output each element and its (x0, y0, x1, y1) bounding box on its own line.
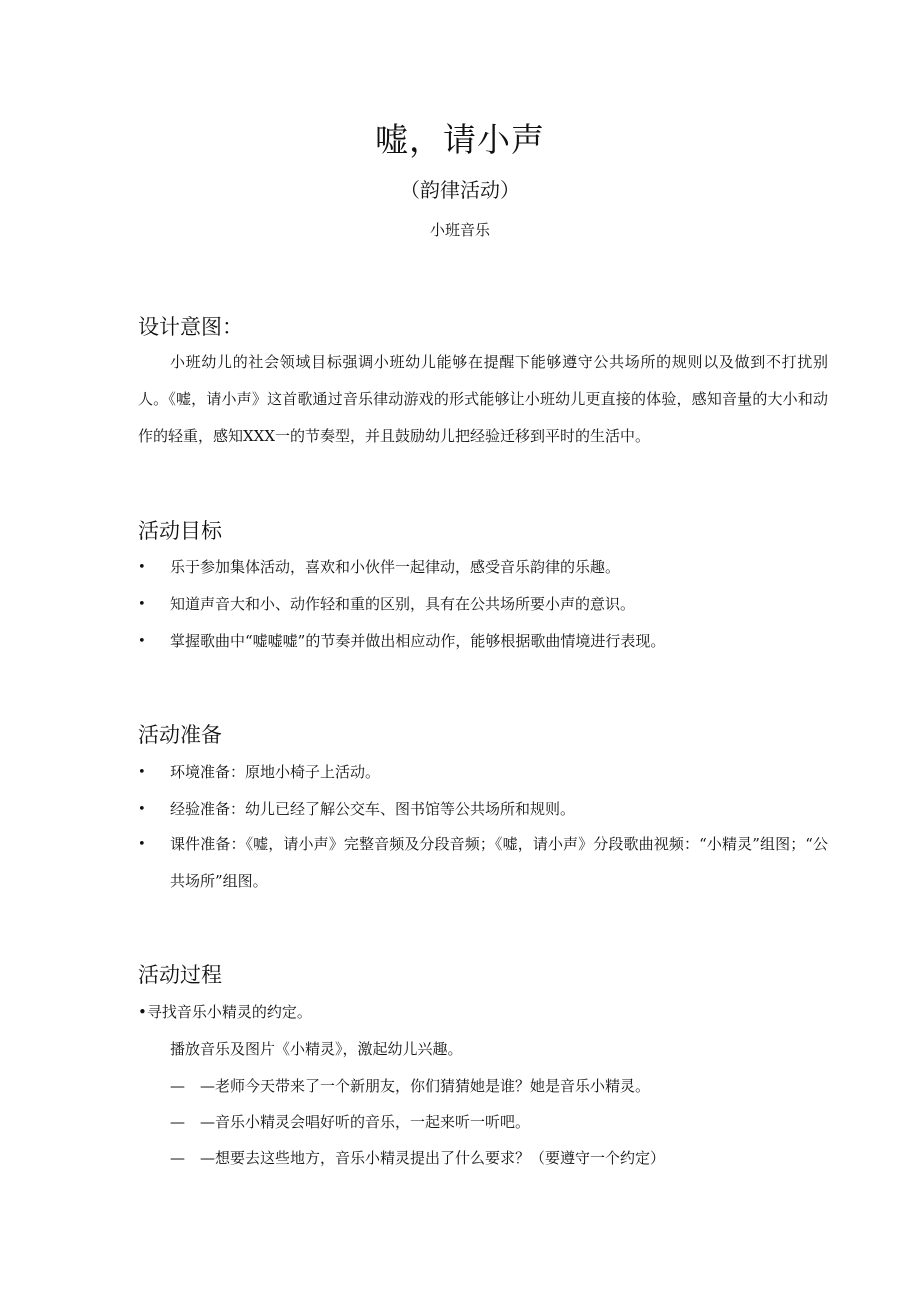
activity-prep-heading: 活动准备 (138, 723, 222, 747)
document-title: 嘘，请小声 (375, 120, 545, 159)
activity-process-heading: 活动过程 (138, 963, 222, 987)
bullet-icon: • (138, 802, 146, 817)
goal-item-text: 知道声音大和小、动作轻和重的区别，具有在公共场所要小声的意识。 (170, 595, 636, 613)
activity-goals-heading: 活动目标 (138, 519, 222, 543)
bullet-icon: • (138, 597, 146, 612)
dash-marker: — (170, 1077, 185, 1095)
document-subtitle: （韵律活动） (400, 178, 520, 202)
prep-item-text: 课件准备：《嘘，请小声》完整音频及分段音频；《嘘，请小声》分段歌曲视频：“小精灵”组图；“公共场所”组图。 (170, 835, 828, 890)
prep-item-text: 环境准备：原地小椅子上活动。 (170, 763, 381, 781)
process-dialogue-line: —音乐小精灵会唱好听的音乐，一起来听一听吧。 (200, 1113, 531, 1131)
document-category: 小班音乐 (429, 221, 490, 239)
bullet-icon: • (138, 560, 146, 575)
prep-item-text: 经验准备：幼儿已经了解公交车、图书馆等公共场所和规则。 (170, 800, 576, 818)
dash-marker: — (170, 1113, 185, 1131)
bullet-icon: • (138, 765, 146, 780)
design-intent-text: 小班幼儿的社会领域目标强调小班幼儿能够在提醒下能够遵守公共场所的规则以及做到不打扰别人。《嘘，请小声》这首歌通过音乐律动游戏的形式能够让小班幼儿更直接的体验，感知音量的大小和动作的轻重，感知XXX一的节奏型，并且鼓励幼儿把经验迁移到平时的生活中。 (138, 353, 828, 445)
goal-item-text: 掌握歌曲中“嘘嘘嘘”的节奏并做出相应动作，能够根据歌曲情境进行表现。 (170, 632, 666, 650)
process-dialogue-line: —想要去这些地方，音乐小精灵提出了什么要求？（要遵守一个约定） (200, 1149, 666, 1167)
design-intent-heading: 设计意图： (138, 315, 243, 339)
process-step-1-description: 播放音乐及图片《小精灵》，激起幼儿兴趣。 (170, 1040, 463, 1058)
bullet-icon: • (138, 837, 146, 852)
process-step-1: •寻找音乐小精灵的约定。 (138, 1003, 312, 1021)
bullet-icon: • (138, 634, 146, 649)
goal-item-text: 乐于参加集体活动，喜欢和小伙伴一起律动，感受音乐韵律的乐趣。 (170, 558, 621, 576)
dash-marker: — (170, 1149, 185, 1167)
process-dialogue-line: —老师今天带来了一个新朋友，你们猜猜她是谁？她是音乐小精灵。 (200, 1077, 651, 1095)
